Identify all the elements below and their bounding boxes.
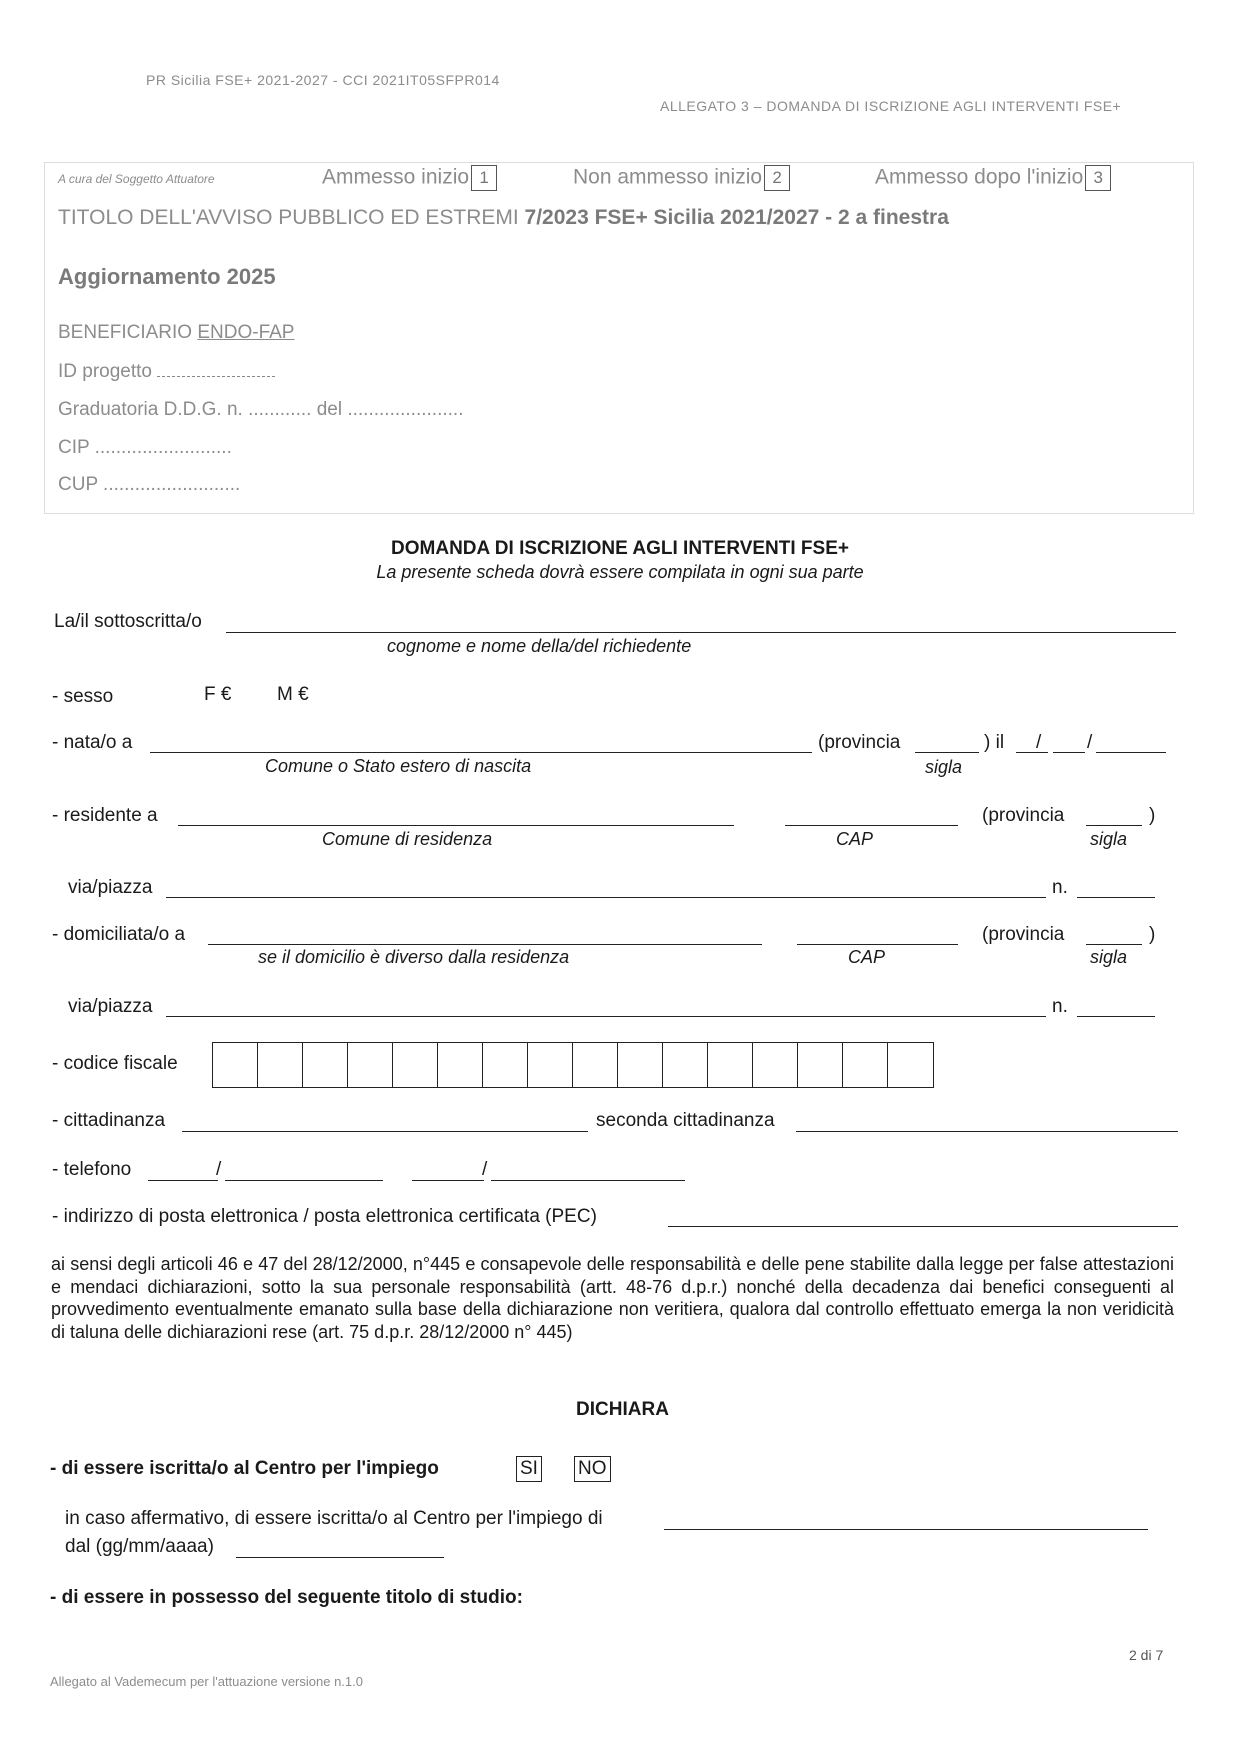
via-domicilio-field[interactable] xyxy=(166,1016,1046,1017)
codice-fiscale-grid[interactable] xyxy=(212,1042,934,1088)
numero-label: n. xyxy=(1052,996,1068,1017)
cittadinanza-field[interactable] xyxy=(182,1131,588,1132)
comune-nascita-field[interactable] xyxy=(150,752,812,753)
option-number: 2 xyxy=(764,165,790,191)
anno-field[interactable] xyxy=(1096,752,1166,753)
titolo-studio-label: - di essere in possesso del seguente titolo di studio: xyxy=(50,1587,523,1608)
comune-residenza-field[interactable] xyxy=(178,825,734,826)
form-subtitle: La presente scheda dovrà essere compilata in ogni sua parte xyxy=(376,562,864,582)
giorno-field[interactable] xyxy=(1016,752,1048,753)
provincia-domicilio-field[interactable] xyxy=(1086,944,1142,945)
id-progetto: ID progetto xyxy=(58,361,275,383)
option-number: 1 xyxy=(471,165,497,191)
numero-residenza-field[interactable] xyxy=(1077,897,1155,898)
avviso-title: TITOLO DELL'AVVISO PUBBLICO ED ESTREMI 7/2023 FSE+ Sicilia 2021/2027 - 2 a finestra xyxy=(58,206,949,229)
cf-cell[interactable] xyxy=(573,1043,618,1087)
annex-title: ALLEGATO 3 – DOMANDA DI ISCRIZIONE AGLI INTERVENTI FSE+ xyxy=(660,98,1122,114)
email-label: - indirizzo di posta elettronica / posta elettronica certificata (PEC) xyxy=(52,1206,597,1227)
page-number: 2 di 7 xyxy=(1129,1647,1164,1663)
sottoscritto-label: La/il sottoscritta/o xyxy=(54,611,202,632)
dichiara-heading: DICHIARA xyxy=(576,1399,669,1420)
provincia-label: (provincia xyxy=(818,732,901,753)
footer-note: Allegato al Vademecum per l'attuazione versione n.1.0 xyxy=(50,1674,363,1689)
numero-domicilio-field[interactable] xyxy=(1077,1016,1155,1017)
cf-cell[interactable] xyxy=(843,1043,888,1087)
cf-cell[interactable] xyxy=(438,1043,483,1087)
telefono-prefisso-field[interactable] xyxy=(148,1180,218,1181)
option-non-ammesso-inizio[interactable]: Non ammesso inizio 2 xyxy=(573,165,790,191)
numero-label: n. xyxy=(1052,877,1068,898)
cf-cell[interactable] xyxy=(303,1043,348,1087)
centro-impiego-field[interactable] xyxy=(664,1529,1148,1530)
cf-cell[interactable] xyxy=(753,1043,798,1087)
email-field[interactable] xyxy=(668,1226,1178,1227)
program-code: PR Sicilia FSE+ 2021-2027 - CCI 2021IT05SFPR014 xyxy=(146,72,500,88)
sigla-caption: sigla xyxy=(1090,829,1128,849)
legal-paragraph: ai sensi degli articoli 46 e 47 del 28/12/2000, n°445 e consapevole delle responsabilità e delle pene stabilite dalla legge per false attestazioni e mendaci dichiarazioni, sotto la sua personale responsabilità (artt. 48-76 d.p.r.) nonché della decadenza dai benefici conseguenti al provvedimento eventualmente emanato sulla base della dichiarazione non veritiera, qualora dal controllo effettuato emerga la non veridicità di taluna delle dichiarazioni rese (art. 75 d.p.r. 28/12/2000 n° 445) xyxy=(51,1254,1174,1342)
option-ammesso-inizio[interactable]: Ammesso inizio 1 xyxy=(322,165,497,191)
provincia-close: ) xyxy=(1149,924,1156,945)
sigla-caption: sigla xyxy=(1090,947,1128,967)
cap-caption: CAP xyxy=(848,947,886,967)
cap-domicilio-field[interactable] xyxy=(797,944,958,945)
mese-field[interactable] xyxy=(1053,752,1085,753)
via-label: via/piazza xyxy=(68,996,153,1017)
cf-cell[interactable] xyxy=(483,1043,528,1087)
cf-cell[interactable] xyxy=(528,1043,573,1087)
sesso-f-checkbox[interactable]: F € xyxy=(204,684,232,705)
telefono2-prefisso-field[interactable] xyxy=(412,1180,484,1181)
provincia-nascita-field[interactable] xyxy=(915,752,979,753)
domicilio-caption: se il domicilio è diverso dalla residenza xyxy=(258,947,570,967)
seconda-cittadinanza-label: seconda cittadinanza xyxy=(596,1110,775,1131)
cf-cell[interactable] xyxy=(618,1043,663,1087)
soggetto-note: A cura del Soggetto Attuatore xyxy=(58,172,215,186)
option-number: 3 xyxy=(1085,165,1111,191)
codice-fiscale-label: - codice fiscale xyxy=(52,1053,178,1074)
cognome-nome-caption: cognome e nome della/del richiedente xyxy=(387,636,692,656)
provincia-label: (provincia xyxy=(982,924,1065,945)
cf-cell[interactable] xyxy=(393,1043,438,1087)
beneficiario: BENEFICIARIO ENDO-FAP xyxy=(58,322,295,343)
graduatoria: Graduatoria D.D.G. n. ............ del ...................... xyxy=(58,399,464,420)
seconda-cittadinanza-field[interactable] xyxy=(796,1131,1178,1132)
cf-cell[interactable] xyxy=(258,1043,303,1087)
form-title: DOMANDA DI ISCRIZIONE AGLI INTERVENTI FSE+ xyxy=(391,538,849,559)
provincia-label: (provincia xyxy=(982,805,1065,826)
cf-cell[interactable] xyxy=(708,1043,753,1087)
telefono2-numero-field[interactable] xyxy=(491,1180,685,1181)
option-ammesso-dopo[interactable]: Ammesso dopo l'inizio 3 xyxy=(875,165,1111,191)
centro-impiego-label: - di essere iscritta/o al Centro per l'impiego xyxy=(50,1458,439,1479)
si-checkbox[interactable]: SI xyxy=(512,1456,542,1482)
provincia-close: ) xyxy=(1149,805,1156,826)
cf-cell[interactable] xyxy=(888,1043,933,1087)
date-slash: / xyxy=(1087,732,1093,753)
telefono-label: - telefono xyxy=(52,1159,132,1180)
cognome-nome-field[interactable] xyxy=(226,632,1176,633)
dal-label: dal (gg/mm/aaaa) xyxy=(65,1536,214,1557)
telefono-numero-field[interactable] xyxy=(225,1180,383,1181)
cittadinanza-label: - cittadinanza xyxy=(52,1110,166,1131)
caso-affermativo-label: in caso affermativo, di essere iscritta/o al Centro per l'impiego di xyxy=(65,1508,603,1529)
il-label: ) il xyxy=(984,732,1005,753)
cap-residenza-field[interactable] xyxy=(785,825,958,826)
cup: CUP .......................... xyxy=(58,474,241,495)
cf-cell[interactable] xyxy=(663,1043,708,1087)
comune-domicilio-field[interactable] xyxy=(208,944,762,945)
provincia-residenza-field[interactable] xyxy=(1086,825,1142,826)
sesso-m-checkbox[interactable]: M € xyxy=(277,684,309,705)
via-label: via/piazza xyxy=(68,877,153,898)
domiciliato-label: - domiciliata/o a xyxy=(52,924,186,945)
date-slash: / xyxy=(1036,732,1042,753)
phone-slash: / xyxy=(482,1159,488,1180)
cip: CIP .......................... xyxy=(58,437,232,458)
update-label: Aggiornamento 2025 xyxy=(58,264,276,289)
comune-nascita-caption: Comune o Stato estero di nascita xyxy=(265,756,532,776)
sesso-label: - sesso xyxy=(52,686,114,707)
nato-label: - nata/o a xyxy=(52,732,133,753)
dal-date-field[interactable] xyxy=(236,1557,444,1558)
no-checkbox[interactable]: NO xyxy=(570,1456,611,1482)
cf-cell[interactable] xyxy=(213,1043,258,1087)
sigla-caption: sigla xyxy=(925,757,963,777)
cf-cell[interactable] xyxy=(348,1043,393,1087)
via-residenza-field[interactable] xyxy=(166,897,1046,898)
cf-cell[interactable] xyxy=(798,1043,843,1087)
cap-caption: CAP xyxy=(836,829,874,849)
residente-label: - residente a xyxy=(52,805,158,826)
comune-residenza-caption: Comune di residenza xyxy=(322,829,493,849)
phone-slash: / xyxy=(216,1159,222,1180)
